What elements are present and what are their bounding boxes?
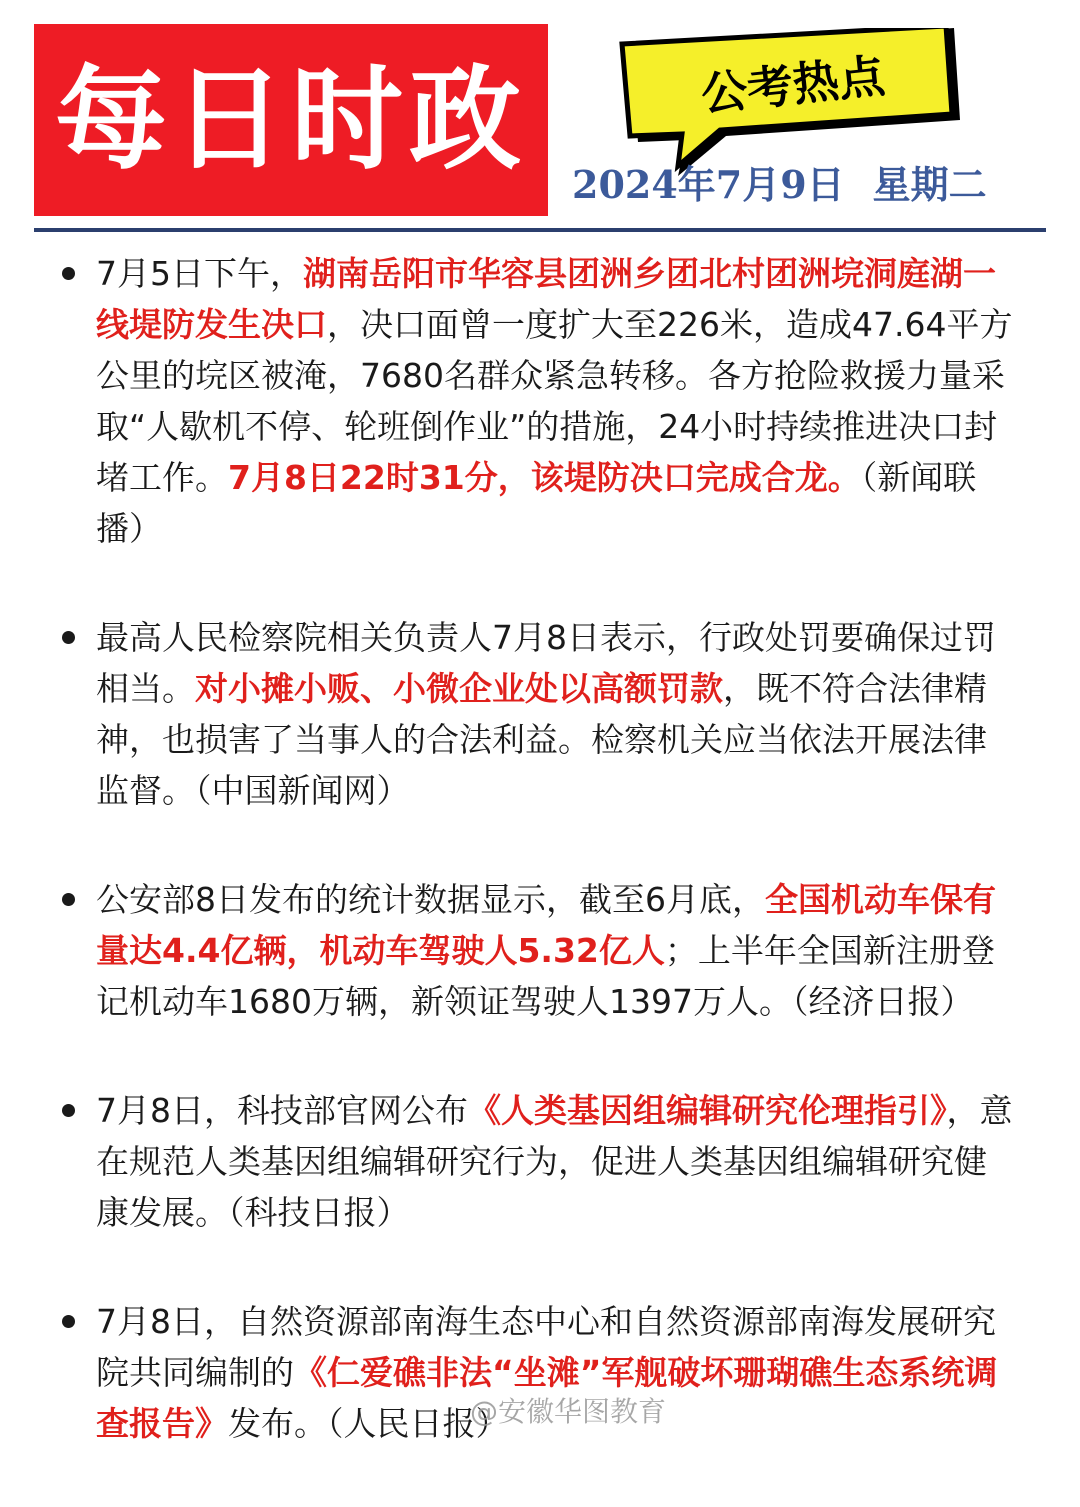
news-item <box>58 1085 1018 1238</box>
news-text: 公安部8日发布的统计数据显示，截至6月底， <box>96 880 765 919</box>
news-item <box>58 248 1018 554</box>
news-highlight: 全国机动车保有量达4.4亿辆，机动车驾驶人5.32亿人 <box>96 880 996 970</box>
weekday-text: 星期二 <box>872 162 987 207</box>
news-text: ，决口面曾一度扩大至226米，造成47.64平方公里的垸区被淹，7680名群众紧急转移。各方抢险救援力量采取“人歇机不停、轮班倒作业”的措施，24小时持续推进决口封堵工作。 <box>96 305 1013 497</box>
bullet-icon <box>62 267 75 280</box>
bullet-icon <box>62 893 75 906</box>
title-banner <box>34 24 548 216</box>
badge-label: 公考热点 <box>698 48 888 122</box>
news-source: （新闻联播） <box>96 458 977 548</box>
news-text: ；上半年全国新注册登记机动车1680万辆，新领证驾驶人1397万人。（经济日报） <box>96 931 995 1021</box>
bullet-icon <box>62 1315 75 1328</box>
news-item <box>58 612 1018 816</box>
page-title: 每日时政 <box>55 55 527 185</box>
bullet-icon <box>62 631 75 644</box>
news-item <box>58 874 1018 1027</box>
header-divider <box>34 228 1046 232</box>
news-list <box>58 248 1018 1507</box>
news-highlight: 7月8日22时31分，该堤防决口完成合龙。 <box>228 458 861 497</box>
news-text: ，意在规范人类基因组编辑研究行为，促进人类基因组编辑研究健康发展。（科技日报） <box>96 1091 1013 1232</box>
bullet-icon <box>62 1104 75 1117</box>
date-text: 2024年7月9日 <box>572 162 845 207</box>
speech-bubble-badge <box>608 28 968 178</box>
watermark: @安徽华图教育 <box>470 1395 667 1428</box>
news-text: ，既不符合法律精神，也损害了当事人的合法利益。检察机关应当依法开展法律监督。（中国新闻网） <box>96 669 987 810</box>
news-text: 发布。（人民日报） <box>228 1404 509 1443</box>
date-line <box>572 162 1012 207</box>
news-highlight: 《人类基因组编辑研究伦理指引》 <box>468 1091 947 1130</box>
news-text: 7月5日下午， <box>96 254 303 293</box>
news-highlight: 对小摊小贩、小微企业处以高额罚款 <box>195 669 723 708</box>
news-text: 7月8日，自然资源部南海生态中心和自然资源部南海发展研究院共同编制的 <box>96 1302 996 1392</box>
news-text: 7月8日，科技部官网公布 <box>96 1091 468 1130</box>
news-text: 最高人民检察院相关负责人7月8日表示，行政处罚要确保过罚相当。 <box>96 618 996 708</box>
news-highlight: 湖南岳阳市华容县团洲乡团北村团洲垸洞庭湖一线堤防发生决口 <box>96 254 996 344</box>
news-highlight: 《仁爱礁非法“坐滩”军舰破坏珊瑚礁生态系统调查报告》 <box>96 1353 998 1443</box>
